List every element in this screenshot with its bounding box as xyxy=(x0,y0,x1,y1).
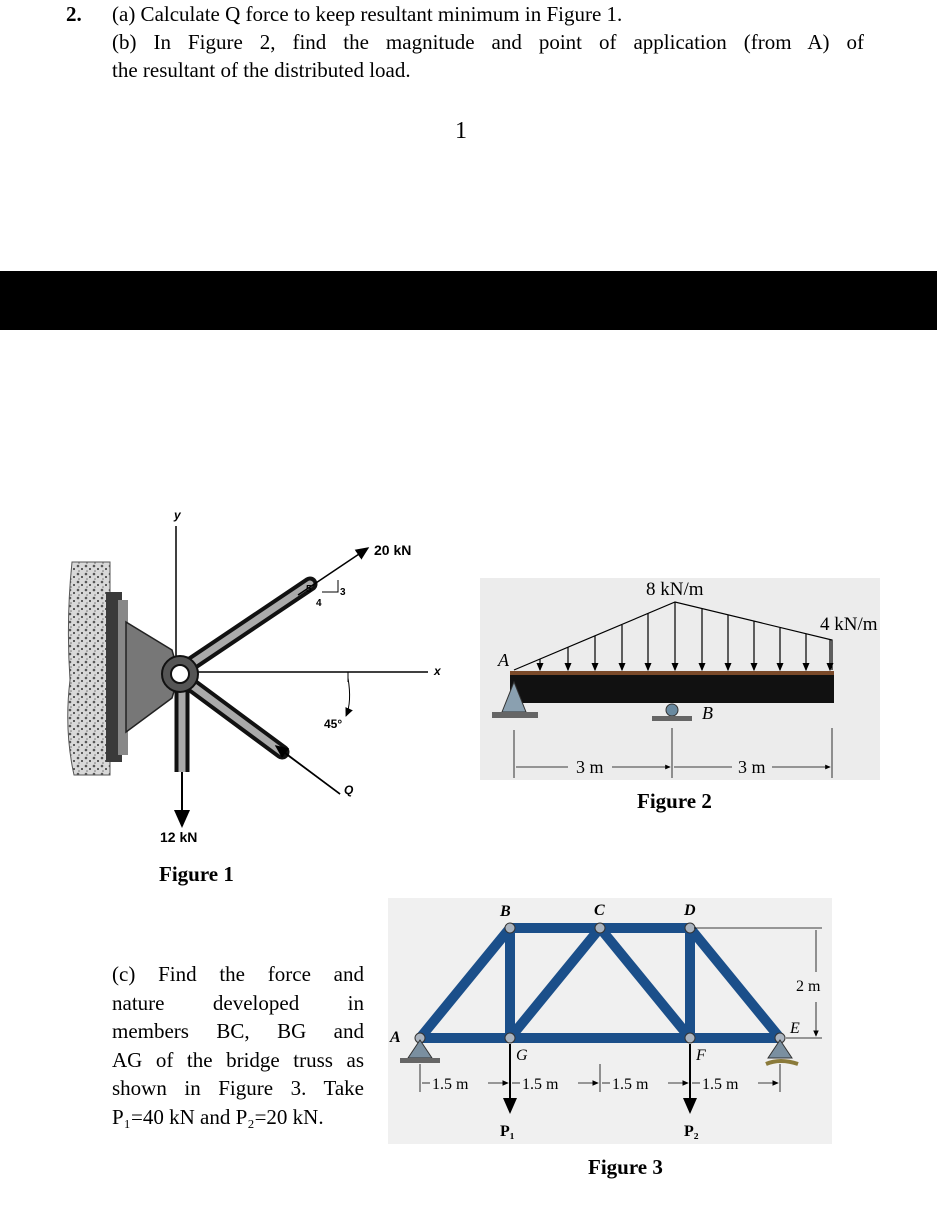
part-c-line: P₁=40 kN and P₂=20 kN. xyxy=(112,1104,324,1129)
slope-5-label: 5 xyxy=(306,584,312,595)
force-q-label: Q xyxy=(344,783,354,797)
point-a-label: A xyxy=(498,650,509,670)
span-1-label: 1.5 m xyxy=(432,1076,469,1093)
node-g-label: G xyxy=(516,1047,528,1064)
slope-4-label: 4 xyxy=(316,598,322,609)
figure-1-caption: Figure 1 xyxy=(159,862,234,886)
span-3-label: 1.5 m xyxy=(612,1076,649,1093)
height-2m-label: 2 m xyxy=(796,978,821,995)
node-d-label: D xyxy=(684,902,696,919)
part-c-line: nature developed in xyxy=(112,990,364,1015)
figure-3-diagram xyxy=(388,898,832,1144)
node-f-label: F xyxy=(696,1047,706,1064)
span-1-label: 3 m xyxy=(576,757,604,777)
question-part-c xyxy=(112,960,364,1131)
slope-3-label: 3 xyxy=(340,587,346,598)
span-2-label: 3 m xyxy=(738,757,766,777)
node-b-label: B xyxy=(500,903,511,920)
figure-1-diagram xyxy=(60,500,441,845)
figure-2-caption: Figure 2 xyxy=(637,789,712,813)
angle-45-label: 45° xyxy=(324,717,343,731)
load-4knm-label: 4 kN/m xyxy=(820,614,878,635)
question-part-a: (a) Calculate Q force to keep resultant minimum in Figure 1. xyxy=(112,2,623,26)
question-part-b-line1: (b) In Figure 2, find the magnitude and point of application (from A) of xyxy=(112,30,864,54)
question-part-b-line2: the resultant of the distributed load. xyxy=(112,58,411,82)
point-b-label: B xyxy=(702,703,713,723)
load-p1-label: P₁ xyxy=(500,1123,515,1140)
part-c-line: shown in Figure 3. Take xyxy=(112,1076,364,1100)
part-c-line: (c) Find the force and xyxy=(112,962,364,986)
part-c-line: members BC, BG and xyxy=(112,1019,364,1043)
figure-3-caption: Figure 3 xyxy=(588,1155,663,1179)
force-20kn-label: 20 kN xyxy=(374,542,412,558)
axis-y-label: y xyxy=(174,508,181,522)
node-e-label: E xyxy=(790,1020,800,1037)
figure-2-diagram xyxy=(480,578,880,780)
redaction-band xyxy=(0,271,937,330)
question-number: 2. xyxy=(66,2,82,26)
node-c-label: C xyxy=(594,902,605,919)
node-a-label: A xyxy=(390,1029,401,1046)
axis-x-label: x xyxy=(434,664,441,678)
span-2-label: 1.5 m xyxy=(522,1076,559,1093)
part-c-line: AG of the bridge truss as xyxy=(112,1047,364,1072)
span-4-label: 1.5 m xyxy=(702,1076,739,1093)
load-8knm-label: 8 kN/m xyxy=(646,579,704,600)
force-12kn-label: 12 kN xyxy=(160,829,198,845)
page-number: 1 xyxy=(455,118,467,144)
load-p2-label: P₂ xyxy=(684,1123,699,1140)
